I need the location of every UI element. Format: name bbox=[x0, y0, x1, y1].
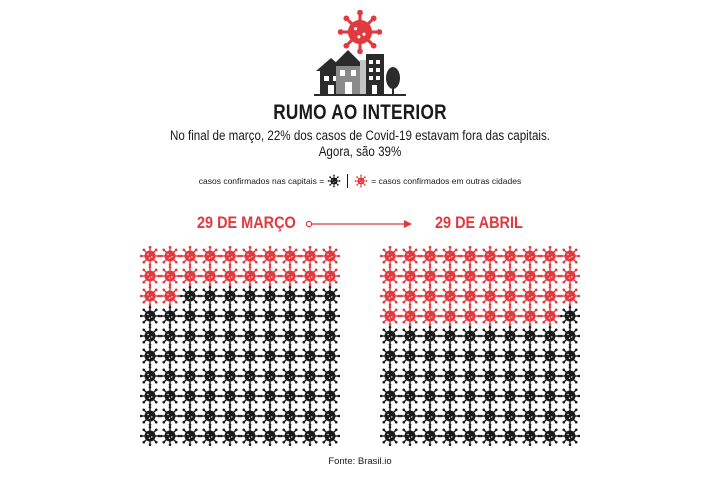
virus-icon-capitals bbox=[440, 346, 460, 366]
virus-icon-other-cities bbox=[160, 266, 180, 286]
virus-icon-capitals bbox=[240, 326, 260, 346]
virus-icon-other-cities bbox=[460, 266, 480, 286]
virus-icon-capitals bbox=[300, 406, 320, 426]
virus-icon-capitals bbox=[320, 426, 340, 446]
virus-icon-capitals bbox=[460, 406, 480, 426]
virus-icon-capitals bbox=[500, 366, 520, 386]
virus-icon-other-cities bbox=[420, 246, 440, 266]
virus-icon-capitals bbox=[480, 366, 500, 386]
virus-icon-other-cities bbox=[220, 246, 240, 266]
virus-icon-capitals bbox=[280, 346, 300, 366]
virus-icon-other-cities bbox=[480, 286, 500, 306]
virus-icon-capitals bbox=[540, 326, 560, 346]
virus-icon-capitals bbox=[500, 426, 520, 446]
virus-icon-capitals bbox=[280, 306, 300, 326]
virus-icon-capitals bbox=[220, 326, 240, 346]
virus-icon-capitals bbox=[560, 426, 580, 446]
virus-icon-capitals bbox=[180, 286, 200, 306]
virus-icon-capitals bbox=[420, 366, 440, 386]
virus-icon-capitals bbox=[240, 346, 260, 366]
virus-icon-capitals bbox=[400, 406, 420, 426]
virus-icon-capitals bbox=[200, 386, 220, 406]
virus-icon-other-cities bbox=[200, 246, 220, 266]
virus-icon-other-cities bbox=[280, 266, 300, 286]
virus-over-city-icon bbox=[310, 8, 410, 102]
virus-icon-other-cities bbox=[540, 266, 560, 286]
arrow-right-icon bbox=[305, 217, 415, 231]
virus-icon-capitals bbox=[200, 366, 220, 386]
virus-icon-other-cities bbox=[160, 246, 180, 266]
virus-icon-capitals bbox=[560, 366, 580, 386]
virus-icon-other-cities bbox=[560, 286, 580, 306]
virus-icon-other-cities bbox=[560, 266, 580, 286]
virus-icon-capitals bbox=[240, 386, 260, 406]
virus-icon-other-cities bbox=[140, 286, 160, 306]
building-icon bbox=[360, 54, 384, 94]
virus-icon-other-cities bbox=[500, 306, 520, 326]
virus-icon-other-cities bbox=[380, 266, 400, 286]
legend-other-label: = casos confirmados em outras cidades bbox=[371, 176, 522, 186]
virus-icon-capitals bbox=[560, 406, 580, 426]
virus-icon-capitals bbox=[280, 366, 300, 386]
virus-icon-capitals bbox=[240, 306, 260, 326]
virus-icon-capitals bbox=[180, 326, 200, 346]
virus-icon-capitals bbox=[180, 346, 200, 366]
virus-icon-capitals bbox=[540, 426, 560, 446]
virus-icon-capitals bbox=[520, 326, 540, 346]
subtitle-line-2: Agora, são 39% bbox=[318, 144, 402, 159]
virus-icon-capitals bbox=[300, 426, 320, 446]
virus-icon-other-cities bbox=[300, 266, 320, 286]
virus-icon-capitals bbox=[440, 426, 460, 446]
subtitle-line-1: No final de março, 22% dos casos de Covid-19 estavam fora das capitais. bbox=[169, 128, 551, 143]
legend-divider bbox=[347, 174, 348, 188]
virus-icon-other-cities bbox=[440, 286, 460, 306]
virus-icon-capitals bbox=[460, 366, 480, 386]
virus-icon-capitals bbox=[440, 326, 460, 346]
virus-icon-capitals bbox=[200, 426, 220, 446]
virus-icon-other-cities bbox=[440, 306, 460, 326]
chart-title-april: 29 DE ABRIL bbox=[435, 213, 523, 232]
virus-icon-capitals bbox=[180, 306, 200, 326]
virus-icon-capitals bbox=[180, 406, 200, 426]
virus-icon-other-cities bbox=[160, 286, 180, 306]
virus-icon-capitals bbox=[280, 286, 300, 306]
virus-icon-other-cities bbox=[480, 246, 500, 266]
virus-icon-capitals bbox=[480, 426, 500, 446]
virus-icon-capitals bbox=[160, 366, 180, 386]
page-title: RUMO AO INTERIOR bbox=[273, 101, 447, 124]
virus-icon-other-cities bbox=[280, 246, 300, 266]
virus-icon-capitals bbox=[420, 346, 440, 366]
virus-icon-other-cities bbox=[220, 266, 240, 286]
virus-icon-capitals bbox=[220, 286, 240, 306]
virus-icon-other-cities bbox=[400, 266, 420, 286]
virus-icon-capitals bbox=[140, 326, 160, 346]
virus-icon-capitals bbox=[160, 306, 180, 326]
virus-icon-capitals bbox=[260, 326, 280, 346]
virus-icon-other-cities bbox=[520, 246, 540, 266]
virus-icon-capitals bbox=[220, 386, 240, 406]
virus-icon-capitals bbox=[300, 366, 320, 386]
virus-icon-other-cities bbox=[140, 266, 160, 286]
virus-icon-capitals bbox=[200, 326, 220, 346]
virus-icon-capitals bbox=[520, 346, 540, 366]
virus-icon-capitals bbox=[460, 426, 480, 446]
virus-icon-capitals bbox=[520, 386, 540, 406]
virus-icon-capitals bbox=[140, 406, 160, 426]
virus-icon-capitals bbox=[140, 346, 160, 366]
virus-icon-capitals bbox=[280, 386, 300, 406]
virus-icon-other-cities bbox=[260, 246, 280, 266]
source-note: Fonte: Brasil.io bbox=[328, 456, 392, 467]
virus-icon-capitals bbox=[440, 406, 460, 426]
virus-icon-capitals bbox=[320, 366, 340, 386]
virus-icon-other-cities bbox=[380, 286, 400, 306]
virus-icon-capitals bbox=[240, 426, 260, 446]
virus-icon-capitals bbox=[200, 306, 220, 326]
virus-icon-other-cities bbox=[560, 246, 580, 266]
virus-icon-capitals bbox=[260, 306, 280, 326]
tree-icon bbox=[386, 67, 400, 94]
virus-icon-capitals bbox=[420, 406, 440, 426]
virus-icon-capitals bbox=[200, 406, 220, 426]
virus-icon-capitals bbox=[200, 286, 220, 306]
virus-icon-capitals bbox=[180, 426, 200, 446]
virus-icon-capitals bbox=[440, 386, 460, 406]
legend-capitals-label: casos confirmados nas capitais = bbox=[198, 176, 325, 186]
virus-icon-capitals bbox=[560, 306, 580, 326]
virus-icon-other-cities bbox=[420, 266, 440, 286]
virus-icon-other-cities bbox=[240, 266, 260, 286]
virus-icon-capitals bbox=[380, 366, 400, 386]
virus-icon-capitals bbox=[520, 406, 540, 426]
virus-icon-capitals bbox=[300, 386, 320, 406]
virus-icon-other-cities bbox=[380, 306, 400, 326]
virus-icon-capitals bbox=[220, 406, 240, 426]
virus-icon-capitals bbox=[400, 366, 420, 386]
virus-icon-capitals bbox=[260, 346, 280, 366]
virus-icon-capitals bbox=[560, 386, 580, 406]
virus-icon-capitals bbox=[380, 426, 400, 446]
virus-icon-other-cities bbox=[260, 266, 280, 286]
virus-icon-other-cities bbox=[240, 246, 260, 266]
virus-icon-capitals bbox=[260, 366, 280, 386]
virus-icon-capitals bbox=[300, 346, 320, 366]
virus-icon-capitals bbox=[480, 346, 500, 366]
virus-icon-other-cities bbox=[380, 246, 400, 266]
virus-icon-other-cities bbox=[140, 246, 160, 266]
virus-icon-other-cities bbox=[400, 246, 420, 266]
virus-icon-capitals bbox=[560, 346, 580, 366]
virus-icon-capitals bbox=[460, 386, 480, 406]
virus-icon bbox=[327, 174, 341, 188]
virus-icon-other-cities bbox=[320, 246, 340, 266]
virus-icon-capitals bbox=[160, 326, 180, 346]
virus-icon-other-cities bbox=[460, 306, 480, 326]
virus-icon-capitals bbox=[400, 346, 420, 366]
virus-icon-capitals bbox=[520, 366, 540, 386]
virus-icon-other-cities bbox=[540, 286, 560, 306]
virus-icon-capitals bbox=[460, 326, 480, 346]
virus-icon-other-cities bbox=[200, 266, 220, 286]
virus-icon-capitals bbox=[320, 306, 340, 326]
legend bbox=[0, 172, 720, 190]
virus-icon-other-cities bbox=[480, 306, 500, 326]
virus-icon-capitals bbox=[480, 386, 500, 406]
virus-icon-capitals bbox=[380, 346, 400, 366]
virus-icon-capitals bbox=[140, 366, 160, 386]
chart-title-march: 29 DE MARÇO bbox=[197, 213, 296, 232]
page-subtitle bbox=[50, 128, 669, 160]
virus-icon-other-cities bbox=[500, 266, 520, 286]
virus-icon-capitals bbox=[300, 326, 320, 346]
virus-icon-other-cities bbox=[440, 246, 460, 266]
virus-icon-other-cities bbox=[540, 246, 560, 266]
virus-icon-capitals bbox=[220, 306, 240, 326]
virus-icon-capitals bbox=[260, 286, 280, 306]
virus-icon-other-cities bbox=[400, 306, 420, 326]
virus-icon-capitals bbox=[380, 386, 400, 406]
virus-icon-capitals bbox=[400, 326, 420, 346]
virus-icon-capitals bbox=[300, 306, 320, 326]
virus-icon-capitals bbox=[140, 306, 160, 326]
virus-icon-capitals bbox=[500, 326, 520, 346]
virus-icon-capitals bbox=[220, 346, 240, 366]
virus-icon-capitals bbox=[260, 406, 280, 426]
virus-icon-capitals bbox=[440, 366, 460, 386]
virus-icon-other-cities bbox=[520, 266, 540, 286]
virus-icon-capitals bbox=[260, 386, 280, 406]
virus-icon-capitals bbox=[400, 386, 420, 406]
virus-icon-capitals bbox=[280, 326, 300, 346]
virus-icon-other-cities bbox=[480, 266, 500, 286]
waffle-chart-march bbox=[140, 246, 340, 446]
virus-icon-capitals bbox=[280, 406, 300, 426]
virus-icon-capitals bbox=[280, 426, 300, 446]
virus-icon-capitals bbox=[140, 426, 160, 446]
virus-icon-capitals bbox=[320, 346, 340, 366]
virus-icon-capitals bbox=[380, 326, 400, 346]
virus-icon-other-cities bbox=[520, 286, 540, 306]
virus-icon-other-cities bbox=[420, 286, 440, 306]
virus-icon-capitals bbox=[540, 366, 560, 386]
virus-icon-capitals bbox=[460, 346, 480, 366]
virus-icon-other-cities bbox=[400, 286, 420, 306]
virus-icon-capitals bbox=[200, 346, 220, 366]
virus-icon-capitals bbox=[240, 406, 260, 426]
virus-icon-other-cities bbox=[460, 246, 480, 266]
virus-icon-capitals bbox=[500, 346, 520, 366]
virus-icon-other-cities bbox=[520, 306, 540, 326]
virus-icon-capitals bbox=[420, 386, 440, 406]
virus-icon-other-cities bbox=[460, 286, 480, 306]
virus-icon-capitals bbox=[320, 326, 340, 346]
virus-icon-capitals bbox=[220, 366, 240, 386]
virus-icon-other-cities bbox=[180, 266, 200, 286]
virus-icon-capitals bbox=[380, 406, 400, 426]
virus-icon-capitals bbox=[160, 386, 180, 406]
virus-icon-capitals bbox=[420, 426, 440, 446]
virus-icon-capitals bbox=[160, 346, 180, 366]
virus-icon-capitals bbox=[420, 326, 440, 346]
virus-icon-other-cities bbox=[320, 266, 340, 286]
virus-icon-capitals bbox=[320, 386, 340, 406]
virus-icon-other-cities bbox=[420, 306, 440, 326]
virus-icon-capitals bbox=[220, 426, 240, 446]
virus-icon-capitals bbox=[520, 426, 540, 446]
virus-icon-capitals bbox=[160, 406, 180, 426]
virus-icon-capitals bbox=[240, 286, 260, 306]
virus-icon-capitals bbox=[240, 366, 260, 386]
virus-icon-capitals bbox=[260, 426, 280, 446]
virus-icon-other-cities bbox=[300, 246, 320, 266]
virus-icon-other-cities bbox=[500, 246, 520, 266]
virus-icon-capitals bbox=[540, 386, 560, 406]
virus-icon-capitals bbox=[540, 406, 560, 426]
virus-icon-capitals bbox=[400, 426, 420, 446]
virus-icon-other-cities bbox=[540, 306, 560, 326]
virus-icon-capitals bbox=[180, 366, 200, 386]
virus-icon-capitals bbox=[320, 406, 340, 426]
virus-icon-capitals bbox=[160, 426, 180, 446]
virus-icon-capitals bbox=[540, 346, 560, 366]
virus-icon-other-cities bbox=[500, 286, 520, 306]
virus-icon-capitals bbox=[480, 326, 500, 346]
virus-icon-other-cities bbox=[180, 246, 200, 266]
virus-icon-capitals bbox=[320, 286, 340, 306]
virus-icon bbox=[354, 174, 368, 188]
virus-icon-capitals bbox=[140, 386, 160, 406]
virus-icon-capitals bbox=[180, 386, 200, 406]
virus-icon-capitals bbox=[300, 286, 320, 306]
virus-icon-other-cities bbox=[440, 266, 460, 286]
waffle-chart-april bbox=[380, 246, 580, 446]
virus-icon-capitals bbox=[560, 326, 580, 346]
gabled-house-icon bbox=[332, 50, 364, 94]
virus-icon-capitals bbox=[500, 406, 520, 426]
virus-icon-capitals bbox=[480, 406, 500, 426]
virus-icon-capitals bbox=[500, 386, 520, 406]
